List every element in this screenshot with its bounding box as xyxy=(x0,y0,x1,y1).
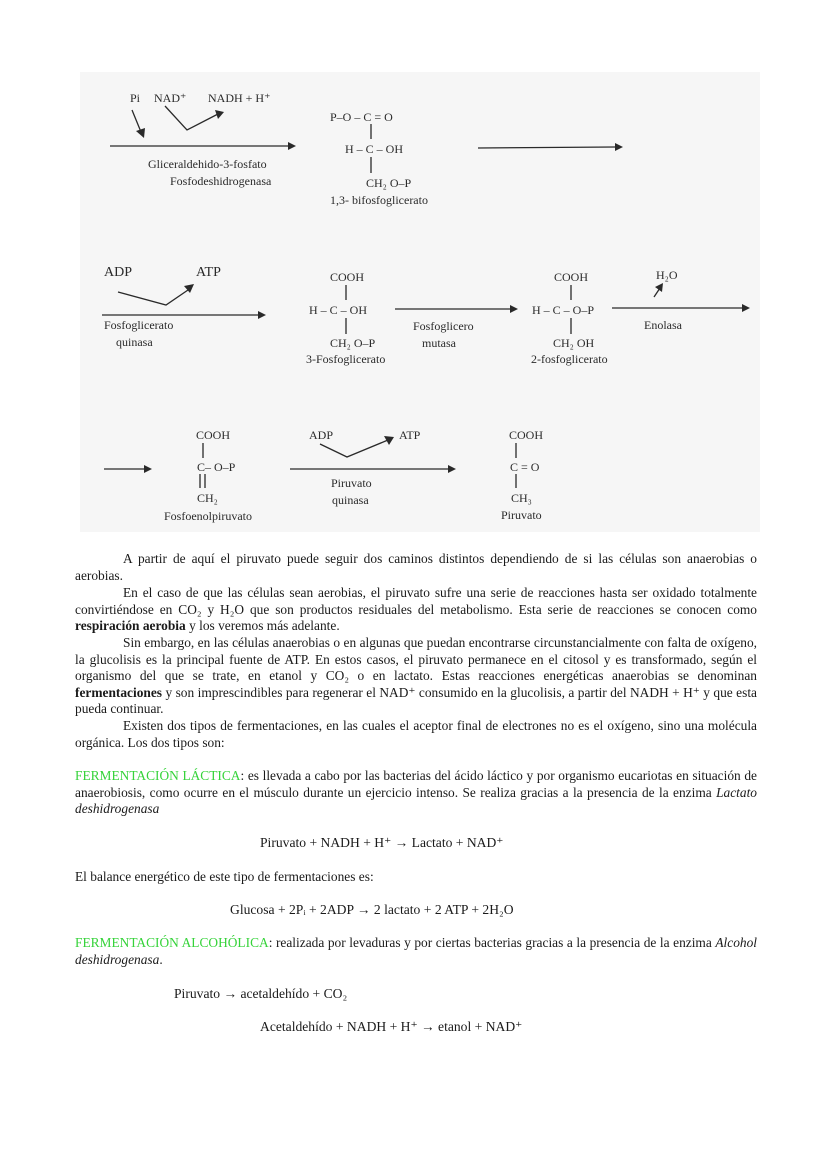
adp-label: ADP xyxy=(104,265,133,280)
lactic-heading: FERMENTACIÓN LÁCTICA xyxy=(75,768,241,783)
molecule-formula-line: C– O–P xyxy=(197,460,236,474)
molecule-formula-line: CH₂ OH xyxy=(553,336,595,350)
nad-to-nadh-curve xyxy=(165,106,218,130)
atp-label: ATP xyxy=(196,265,221,280)
paragraph-aerobic: En el caso de que las células sean aerobias, el piruvato sufre una serie de reacciones hasta ser oxidado totalmente convirtiéndose en CO₂ y H₂O que son productos residuales del metabolismo. Esta serie de reacciones se conocen como respiración aerobia y los veremos más adelante. xyxy=(75,585,757,634)
adp-to-atp-curve xyxy=(118,290,188,305)
molecule-formula-line: COOH xyxy=(330,270,365,284)
atp-label: ATP xyxy=(399,428,421,442)
molecule-formula-line: COOH xyxy=(196,428,231,442)
paragraph-intro: A partir de aquí el piruvato puede seguir dos caminos distintos dependiendo de si las células son anaerobias o aerobias. xyxy=(75,551,757,583)
molecule-formula-line: H – C – O–P xyxy=(532,303,595,317)
paragraph-anaerobic: Sin embargo, en las células anaerobias o en algunas que puedan encontrarse circunstancialmente con falta de oxígeno, la glucolisis es la principal fuente de ATP. En estos casos, el piruvato permanece en el citosol y es transformado, según el organismo del que se trate, en etanol y CO₂ o en lactato. Estas reacciones energéticas anaerobias se denominan fermentaciones y son imprescindibles para regenerar el NAD⁺ consumido en la glucolisis, a partir del NADH + H⁺ y que esta pueda continuar. xyxy=(75,635,757,717)
paragraph-lactic-fermentation: FERMENTACIÓN LÁCTICA: es llevada a cabo por las bacterias del ácido láctico y por organismo eucariotas en situación de anaerobiosis, como ocurre en el músculo durante un ejercicio intenso. Se realiza gracias a la presencia de la enzima Lactato deshidrogenasa xyxy=(75,768,757,817)
enzyme-label: Fosfoglicero xyxy=(413,319,474,333)
molecule-formula-line: COOH xyxy=(554,270,589,284)
molecule-name: Piruvato xyxy=(501,508,542,522)
equation-acetaldehyde: Piruvato → acetaldehído + CO₂ xyxy=(174,986,348,1001)
molecule-formula-line: C = O xyxy=(510,460,540,474)
molecule-formula-line: CH₂ O–P xyxy=(330,336,376,350)
nadh-label: NADH + H⁺ xyxy=(208,91,271,105)
enzyme-label: Piruvato xyxy=(331,476,372,490)
equation-lactic: Piruvato + NADH + H⁺ → Lactato + NAD⁺ xyxy=(260,835,504,850)
paragraph-alcoholic-fermentation: FERMENTACIÓN ALCOHÓLICA: realizada por levaduras y por ciertas bacterias gracias a la presencia de la enzima Alcohol deshidrogenasa. xyxy=(75,935,758,967)
pi-arrow xyxy=(132,110,141,132)
pi-label: Pi xyxy=(130,91,141,105)
molecule-name: Fosfoenolpiruvato xyxy=(164,509,252,523)
molecule-formula-line: COOH xyxy=(509,428,544,442)
enzyme-label: Fosfodeshidrogenasa xyxy=(170,174,272,188)
enzyme-label: Gliceraldehido-3-fosfato xyxy=(148,157,267,171)
alcoholic-heading: FERMENTACIÓN ALCOHÓLICA xyxy=(75,935,269,950)
enzyme-label: Fosfoglicerato xyxy=(104,318,174,332)
adp-label: ADP xyxy=(309,428,334,442)
molecule-formula-line: CH₂ O–P xyxy=(366,176,412,190)
molecule-formula-line: CH₃ xyxy=(511,491,532,505)
enzyme-label: Enolasa xyxy=(644,318,682,332)
nad-label: NAD⁺ xyxy=(154,91,187,105)
paragraph-fermentation-types: Existen dos tipos de fermentaciones, en las cuales el aceptor final de electrones no es el oxígeno, sino una molécula orgánica. Los dos tipos son: xyxy=(75,718,757,750)
molecule-name: 1,3- bifosfoglicerato xyxy=(330,193,428,207)
equation-balance: Glucosa + 2Pᵢ + 2ADP → 2 lactato + 2 ATP + 2H₂O xyxy=(230,902,514,917)
enzyme-label: quinasa xyxy=(116,335,153,349)
balance-text: El balance energético de este tipo de fermentaciones es: xyxy=(75,869,374,884)
row1-continue-arrow xyxy=(478,147,615,148)
enzyme-label: quinasa xyxy=(332,493,369,507)
molecule-name: 2-fosfoglicerato xyxy=(531,352,608,366)
water-label: H₂O xyxy=(656,268,678,282)
molecule-formula-line: H – C – OH xyxy=(345,142,404,156)
molecule-formula-line: CH₂ xyxy=(197,491,218,505)
molecule-name: 3-Fosfoglicerato xyxy=(306,352,386,366)
molecule-formula-line: P–O – C = O xyxy=(330,110,393,124)
molecule-formula-line: H – C – OH xyxy=(309,303,368,317)
equation-ethanol: Acetaldehído + NADH + H⁺ → etanol + NAD⁺ xyxy=(260,1019,523,1034)
enzyme-label: mutasa xyxy=(422,336,456,350)
